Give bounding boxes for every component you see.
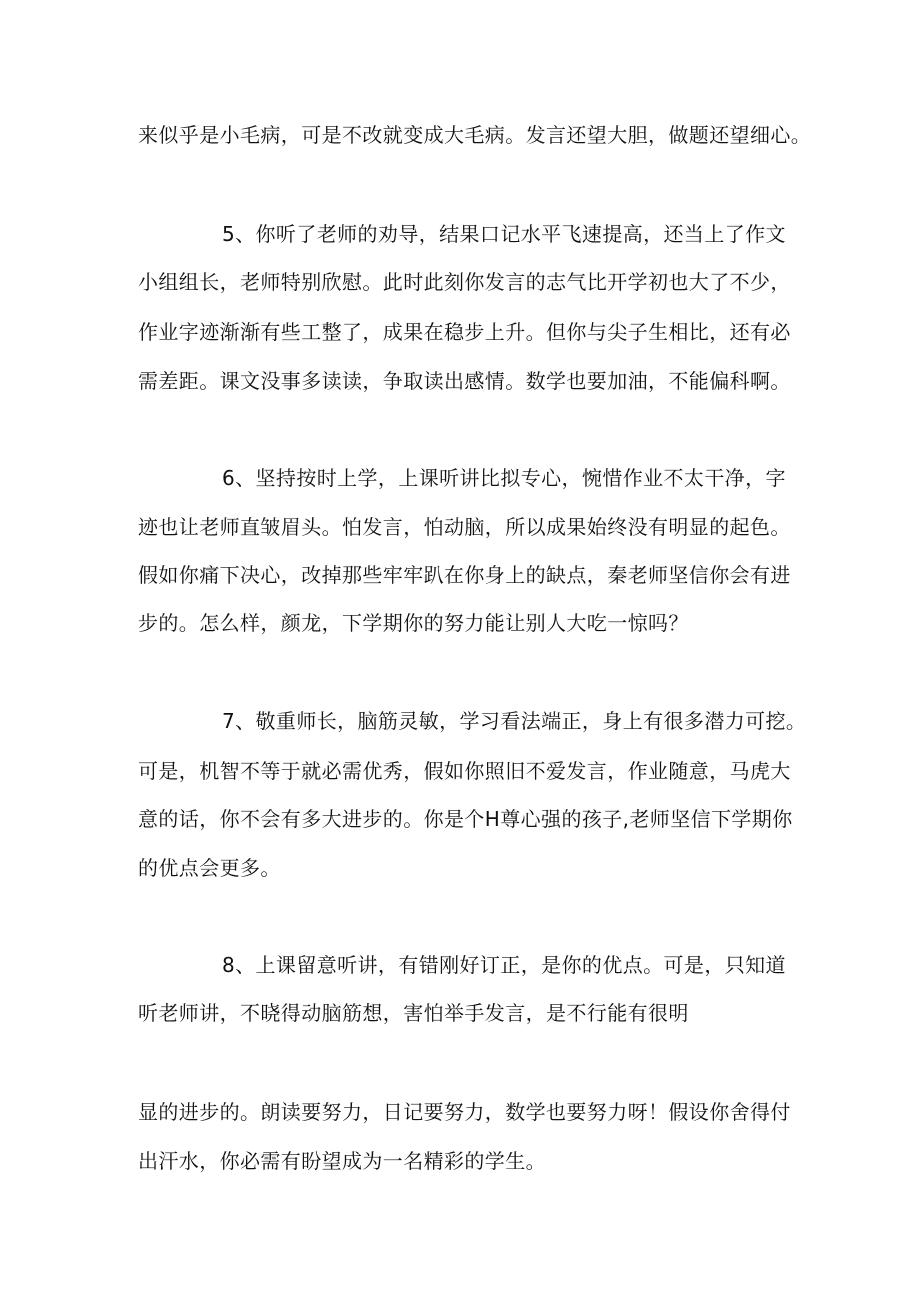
text-line: 来似乎是小毛病，可是不改就变成大毛病。发言还望大胆，做题还望细心。 <box>138 123 812 147</box>
item-8-first-line: 8、上课留意听讲，有错刚好订正，是你的优点。可是，只知道 <box>222 953 786 977</box>
item-5-first-line: 5、你听了老师的劝导，结果口记水平飞速提高，还当上了作文 <box>222 222 786 246</box>
text-line: 出汗水，你必需有盼望成为一名精彩的学生。 <box>138 1149 546 1173</box>
text-line: 小组组长，老师特别欣慰。此时此刻你发言的志气比开学初也大了不少， <box>138 270 791 294</box>
text-line: 假如你痛下决心，改掉那些牢牢趴在你身上的缺点，秦老师坚信你会有进 <box>138 563 791 587</box>
item-6-first-line: 6、坚持按时上学，上课听讲比拟专心，惋惜作业不太干净，字 <box>222 466 786 490</box>
text-line: 可是，机智不等于就必需优秀，假如你照旧不爱发言，作业随意，马虎大 <box>138 759 791 783</box>
item-7-first-line: 7、敬重师长，脑筋灵敏，学习看法端正，身上有很多潜力可挖。 <box>222 709 807 733</box>
text-line: 作业字迹渐渐有些工整了，成果在稳步上升。但你与尖子生相比，还有必 <box>138 320 791 344</box>
text-line: 显的进步的。朗读要努力，日记要努力，数学也要努力呀！假设你舍得付 <box>138 1100 791 1124</box>
text-line: 的优点会更多。 <box>138 856 281 880</box>
text-line: 步的。怎么样，颜龙，下学期你的努力能让别人大吃一惊吗？ <box>138 611 689 635</box>
text-line: 意的话，你不会有多大进步的。你是个H尊心强的孩子,老师坚信下学期你 <box>138 807 793 831</box>
text-line: 需差距。课文没事多读读，争取读出感情。数学也要加油，不能偏科啊。 <box>138 369 791 393</box>
text-line: 听老师讲，不晓得动脑筋想，害怕举手发言，是不行能有很明 <box>138 1001 689 1025</box>
text-line: 迹也让老师直皱眉头。怕发言，怕动脑，所以成果始终没有明显的起色。 <box>138 515 791 539</box>
